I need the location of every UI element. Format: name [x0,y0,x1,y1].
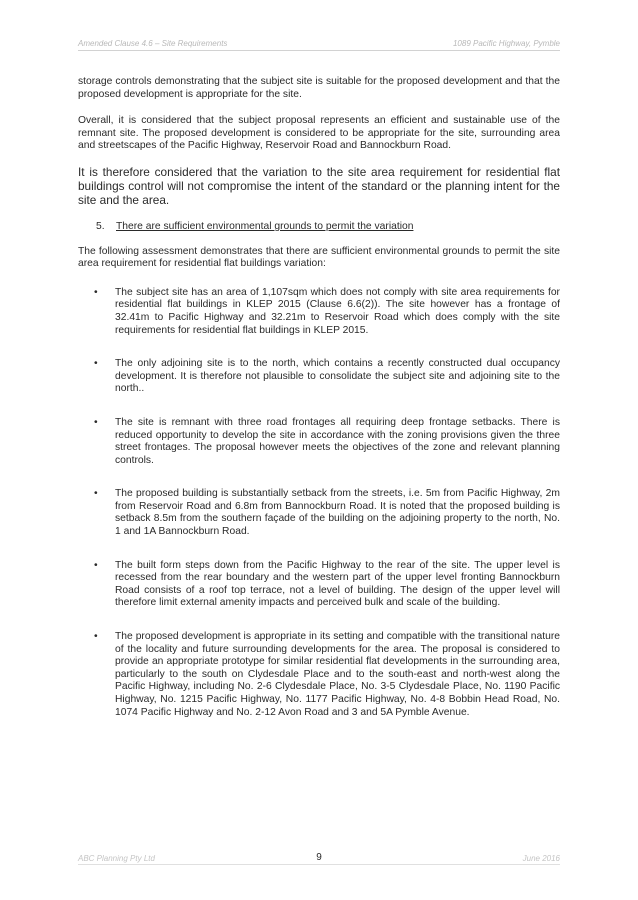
list-item-text: The built form steps down from the Pacific Highway to the rear of the site. The upper level is recessed from the rear boundary and the western part of the upper level fronting Bannockburn Road consists of a roof top terrace, not a level of building. The design of the upper level will therefore limit external amenity impacts and perceived bulk and scale of the building. [115,559,560,609]
paragraph-assessment-intro: The following assessment demonstrates that there are sufficient environmental grounds to permit the site area requirement for residential flat buildings variation: [78,245,560,270]
paragraph-conclusion: It is therefore considered that the variation to the site area requirement for residential flat buildings control will not compromise the intent of the standard or the planning intent for the site and the area. [78,164,560,207]
bullet-icon: • [94,286,98,298]
bullet-icon: • [94,488,98,500]
list-item [78,417,560,467]
bullet-icon: • [94,559,98,571]
document-body [78,76,560,740]
list-item-text: The proposed building is substantially setback from the streets, i.e. 5m from Pacific Highway, 2m from Reservoir Road and 6.8m from Bannockburn Road. It is noted that the proposed building is setback 8.5m from the southern façade of the building on the adjoining property to the north, No. 1 and 1A Bannockburn Road. [115,488,560,538]
footer-left-text: ABC Planning Pty Ltd [78,854,155,863]
footer-right-text: June 2016 [522,854,560,863]
list-item [78,287,560,337]
page-number: 9 [316,852,322,863]
paragraph-storage-controls: storage controls demonstrating that the subject site is suitable for the proposed development and that the proposed development is appropriate for the site. [78,76,560,100]
list-item-text: The proposed development is appropriate in its setting and compatible with the transitional nature of the locality and future surrounding developments for the area. The proposal is considered to provide an appropriate prototype for similar residential flat developments in the surrounding area, particularly to the south on Clydesdale Place and to the south-east and north-west along the Pacific Highway, including No. 2-6 Clydesdale Place, No. 3-5 Clydesdale Place, No. 1190 Pacific Highway, No. 1215 Pacific Highway, No. 1177 Pacific Highway, No. 4-8 Bobbin Head Road, No. 1074 Pacific Highway and No. 2-12 Avon Road and 3 and 5A Pymble Avenue. [115,631,560,718]
list-item [78,631,560,719]
header-right-text: 1089 Pacific Highway, Pymble [452,39,560,48]
list-item [78,488,560,538]
list-item [78,358,560,396]
bullet-icon: • [94,416,98,428]
footer-divider [78,864,560,865]
section-heading [78,221,560,234]
bullet-icon: • [94,631,98,643]
section-heading-text: There are sufficient environmental grounds to permit the variation [116,220,414,232]
paragraph-overall: Overall, it is considered that the subject proposal represents an efficient and sustainable use of the remnant site. The proposed development is considered to be appropriate for the site, surrounding area and streetscapes of the Pacific Highway, Reservoir Road and Bannockburn Road. [78,115,560,152]
section-heading-number: 5. [96,220,105,232]
bullet-icon: • [94,358,98,370]
list-item [78,560,560,610]
header-divider [78,50,560,51]
list-item-text: The subject site has an area of 1,107sqm which does not comply with site area requirements for residential flat buildings in KLEP 2015 (Clause 6.6(2)). The site however has a frontage of 32.41m to Pacific Highway and 32.21m to Reservoir Road which does comply with the site requirements for residential flat buildings in KLEP 2015. [115,286,560,336]
header-left-text: Amended Clause 4.6 – Site Requirements [78,39,228,48]
list-item-text: The only adjoining site is to the north, which contains a recently constructed dual occupancy development. It is therefore not plausible to consolidate the subject site and adjoining site to the north.. [115,358,560,395]
bullet-list [78,287,560,719]
list-item-text: The site is remnant with three road frontages all requiring deep frontage setbacks. There is reduced opportunity to develop the site in accordance with the zoning provisions given the three street frontages. The proposal however meets the objectives of the zone and relevant planning controls. [115,416,560,466]
